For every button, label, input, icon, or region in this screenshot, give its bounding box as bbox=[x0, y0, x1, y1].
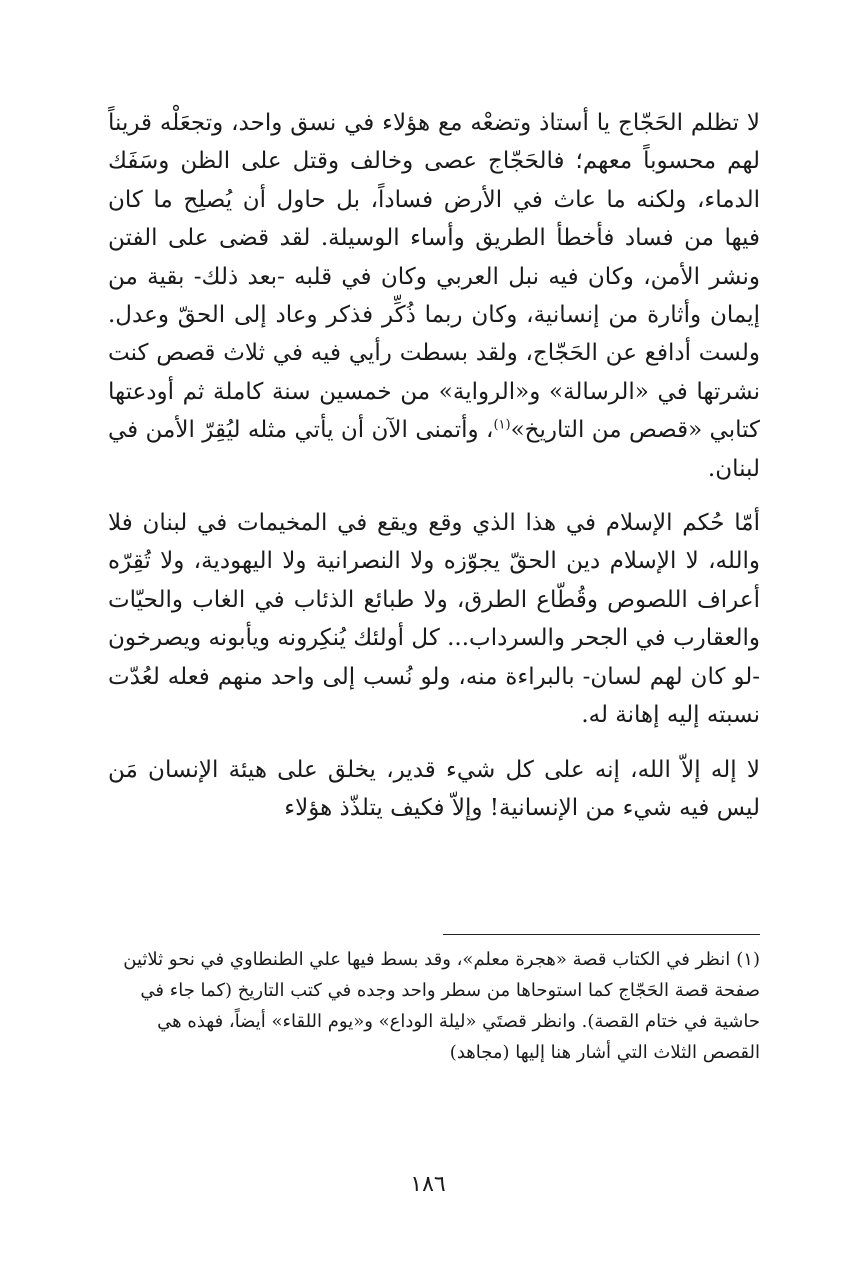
footnote bbox=[108, 944, 760, 1068]
footnote-number: (١) bbox=[736, 949, 760, 970]
paragraph-1-tail: ، وأتمنى الآن أن يأتي مثله ليُقِرّ الأمن في لبنان. bbox=[108, 417, 760, 482]
paragraph-2: أمّا حُكم الإسلام في هذا الذي وقع ويقع في المخيمات في لبنان فلا والله، لا الإسلام دين الحقّ يجوّزه ولا النصرانية ولا اليهودية، ولا تُقِرّه أعراف اللصوص وقُطّاع الطرق، ولا طبائع الذئاب في الغاب والحيّات والعقارب في الجحر والسرداب... كل أولئك يُنكِرونه ويأبونه ويصرخون -لو كان لهم لسان- بالبراءة منه، ولو نُسب إلى واحد منهم فعله لعُدّت نسبته إليه إهانة له. bbox=[108, 510, 760, 729]
paragraph-1 bbox=[108, 104, 760, 488]
page-number: ١٨٦ bbox=[410, 1172, 446, 1197]
footnote-divider bbox=[443, 934, 760, 935]
main-text bbox=[108, 104, 760, 827]
paragraph-1-text: لا تظلم الحَجّاج يا أستاذ وتضعْه مع هؤلاء في نسق واحد، وتجعَلْه قريناً لهم محسوباً معهم؛ فالحَجّاج عصى وخالف وقتل على الظن وسَفَك الدماء، ولكنه ما عاث في الأرض فساداً، بل حاول أن يُصلِح ما كان فيها من فساد فأخطأ الطريق وأساء الوسيلة. لقد قضى على الفتن ونشر الأمن، وكان فيه نبل العربي وكان في قلبه -بعد ذلك- بقية من إيمان وأثارة من إنسانية، وكان ربما ذُكِّر فذكر وعاد إلى الحقّ وعدل. ولست أدافع عن الحَجّاج، ولقد بسطت رأيي فيه في ثلاث قصص كنت نشرتها في «الرسالة» و«الرواية» من خمسين سنة كاملة ثم أودعتها كتابي «قصص من التاريخ» bbox=[108, 110, 760, 444]
paragraph-3: لا إله إلاّ الله، إنه على كل شيء قدير، يخلق على هيئة الإنسان مَن ليس فيه شيء من الإنسانية! وإلاّ فكيف يتلذّذ هؤلاء bbox=[108, 756, 760, 821]
footnote-text: انظر في الكتاب قصة «هجرة معلم»، وقد بسط فيها علي الطنطاوي في نحو ثلاثين صفحة قصة الحَجّاج كما استوحاها من سطر واحد وجده في كتب التاريخ (كما جاء في حاشية في ختام القصة). وانظر قصتَي «ليلة الوداع» و«يوم اللقاء» أيضاً، فهذه هي القصص الثلاث التي أشار هنا إليها (مجاهد) bbox=[123, 949, 760, 1063]
footnote-reference: (١) bbox=[493, 417, 511, 433]
